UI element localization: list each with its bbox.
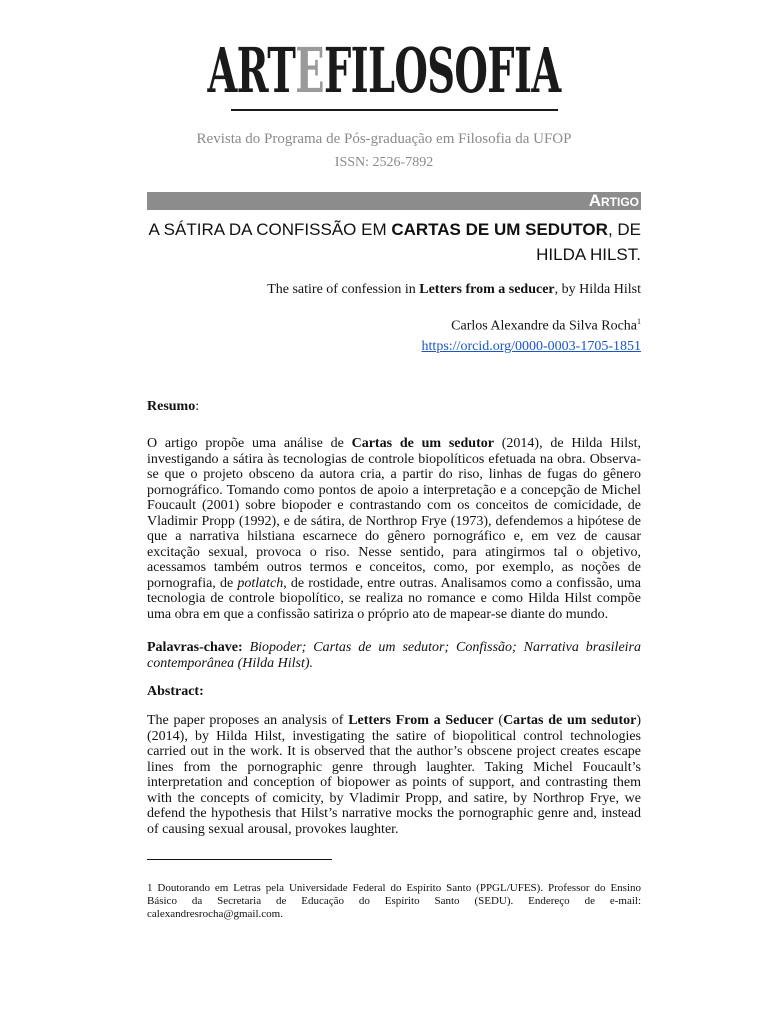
abstract-heading (147, 684, 641, 700)
orcid-line (147, 337, 641, 357)
journal-issn: ISSN: 2526-7892 (334, 155, 434, 170)
logo-underline (231, 109, 558, 111)
logo-text-art: ART (207, 34, 296, 107)
abstract-work-title-original: Cartas de um sedutor (503, 713, 637, 728)
journal-logo (146, 34, 622, 107)
subtitle-part: The satire of confession in (267, 282, 420, 297)
logo-text-filosofia: FILOSOFIA (323, 34, 561, 107)
title-part: , DE HILDA HILST. (536, 220, 641, 264)
keywords-paragraph (147, 640, 641, 671)
article-title (147, 217, 641, 267)
resumo-text: (2014), de Hilda Hilst, investigando a sátira às tecnologias de controle biopolíticos efetuada na obra. Observa-se que o projeto obsceno da autora cria, a partir do riso, linhas de fugas do gênero pornográfico. Tomando como pontos de apoio a interpretação e a concepção de Michel Foucault (2001) sobre biopoder e contrastando com os conceitos de comicidade, de Vladimir Propp (1992), e de sátira, de Northrop Frye (1973), defendemos a hipótese de que a narrativa hilstiana escarnece do gênero pornográfico e, em vez de causar excitação sexual, provoca o riso. Nesse sentido, para atingirmos tal o objetivo, acessamos também outros termos e conceitos, como, por exemplo, as noções de pornografia, de (147, 436, 642, 591)
section-bar (147, 192, 641, 210)
abstract-heading-text: Abstract: (147, 684, 204, 699)
article-subtitle (147, 280, 641, 300)
title-work: CARTAS DE UM SEDUTOR (391, 220, 608, 239)
resumo-text: O artigo propõe uma análise de (147, 436, 352, 451)
resumo-work-title: Cartas de um sedutor (351, 436, 494, 451)
resumo-paragraph (147, 436, 641, 622)
footnote-separator (147, 859, 332, 860)
abstract-text: The paper proposes an analysis of (147, 713, 349, 728)
orcid-link[interactable]: https://orcid.org/0000-0003-1705-1851 (421, 339, 641, 354)
resumo-colon: : (195, 399, 200, 414)
abstract-work-title: Letters From a Seducer (348, 713, 494, 728)
subtitle-work: Letters from a seducer (419, 282, 555, 297)
resumo-heading: Resumo (147, 399, 196, 414)
abstract-paragraph (147, 713, 641, 837)
section-label: Artigo (588, 191, 639, 210)
footnote: 1 Doutorando em Letras pela Universidade Federal do Espírito Santo (PPGL/UFES). Professor do Ensino Básico da Secretaria de Educação do Espírito Santo (SEDU). Endereço de e-mail: calexandresrocha@gmail.com. (147, 882, 641, 920)
journal-name: Revista do Programa de Pós-graduação em Filosofia da UFOP (196, 131, 572, 147)
subtitle-part: , by Hilda Hilst (554, 282, 641, 297)
resumo-term: potlatch (237, 575, 284, 591)
resumo-heading-line (147, 399, 641, 415)
abstract-text: ) (2014), by Hilda Hilst, investigating the satire of biopolitical control technologies carried out in the work. It is observed that the author’s obscene project creates escape lines from the pornographic genre through laughter. Taking Michel Foucault’s interpretation and conception of biopower as points of support, and contrasting them with the concepts of comicity, by Vladimir Propp, and satire, by Northrop Frye, we defend the hypothesis that Hilst’s narrative mocks the pornographic genre and, instead of causing sexual arousal, provokes laughter. (147, 713, 642, 837)
abstract-text: ( (493, 713, 504, 728)
author-line (147, 312, 641, 337)
footnote-mark[interactable]: 1 (637, 317, 641, 326)
keywords-text: Biopoder; Cartas de um sedutor; Confissão; Narrativa brasileira contemporânea (Hilda Hilst). (147, 640, 641, 671)
keywords-label: Palavras-chave: (147, 640, 243, 655)
title-part: A SÁTIRA DA CONFISSÃO EM (148, 220, 392, 239)
author-name: Carlos Alexandre da Silva Rocha (451, 318, 637, 334)
logo-text-e: E (295, 34, 324, 107)
resumo-text: , de rostidade, entre outras. Analisamos como a confissão, uma tecnologia de controle biopolítico, se realiza no romance e como Hilda Hilst compõe uma obra em que a confissão satiriza o próprio ato de mapear-se diante do mundo. (147, 575, 641, 622)
